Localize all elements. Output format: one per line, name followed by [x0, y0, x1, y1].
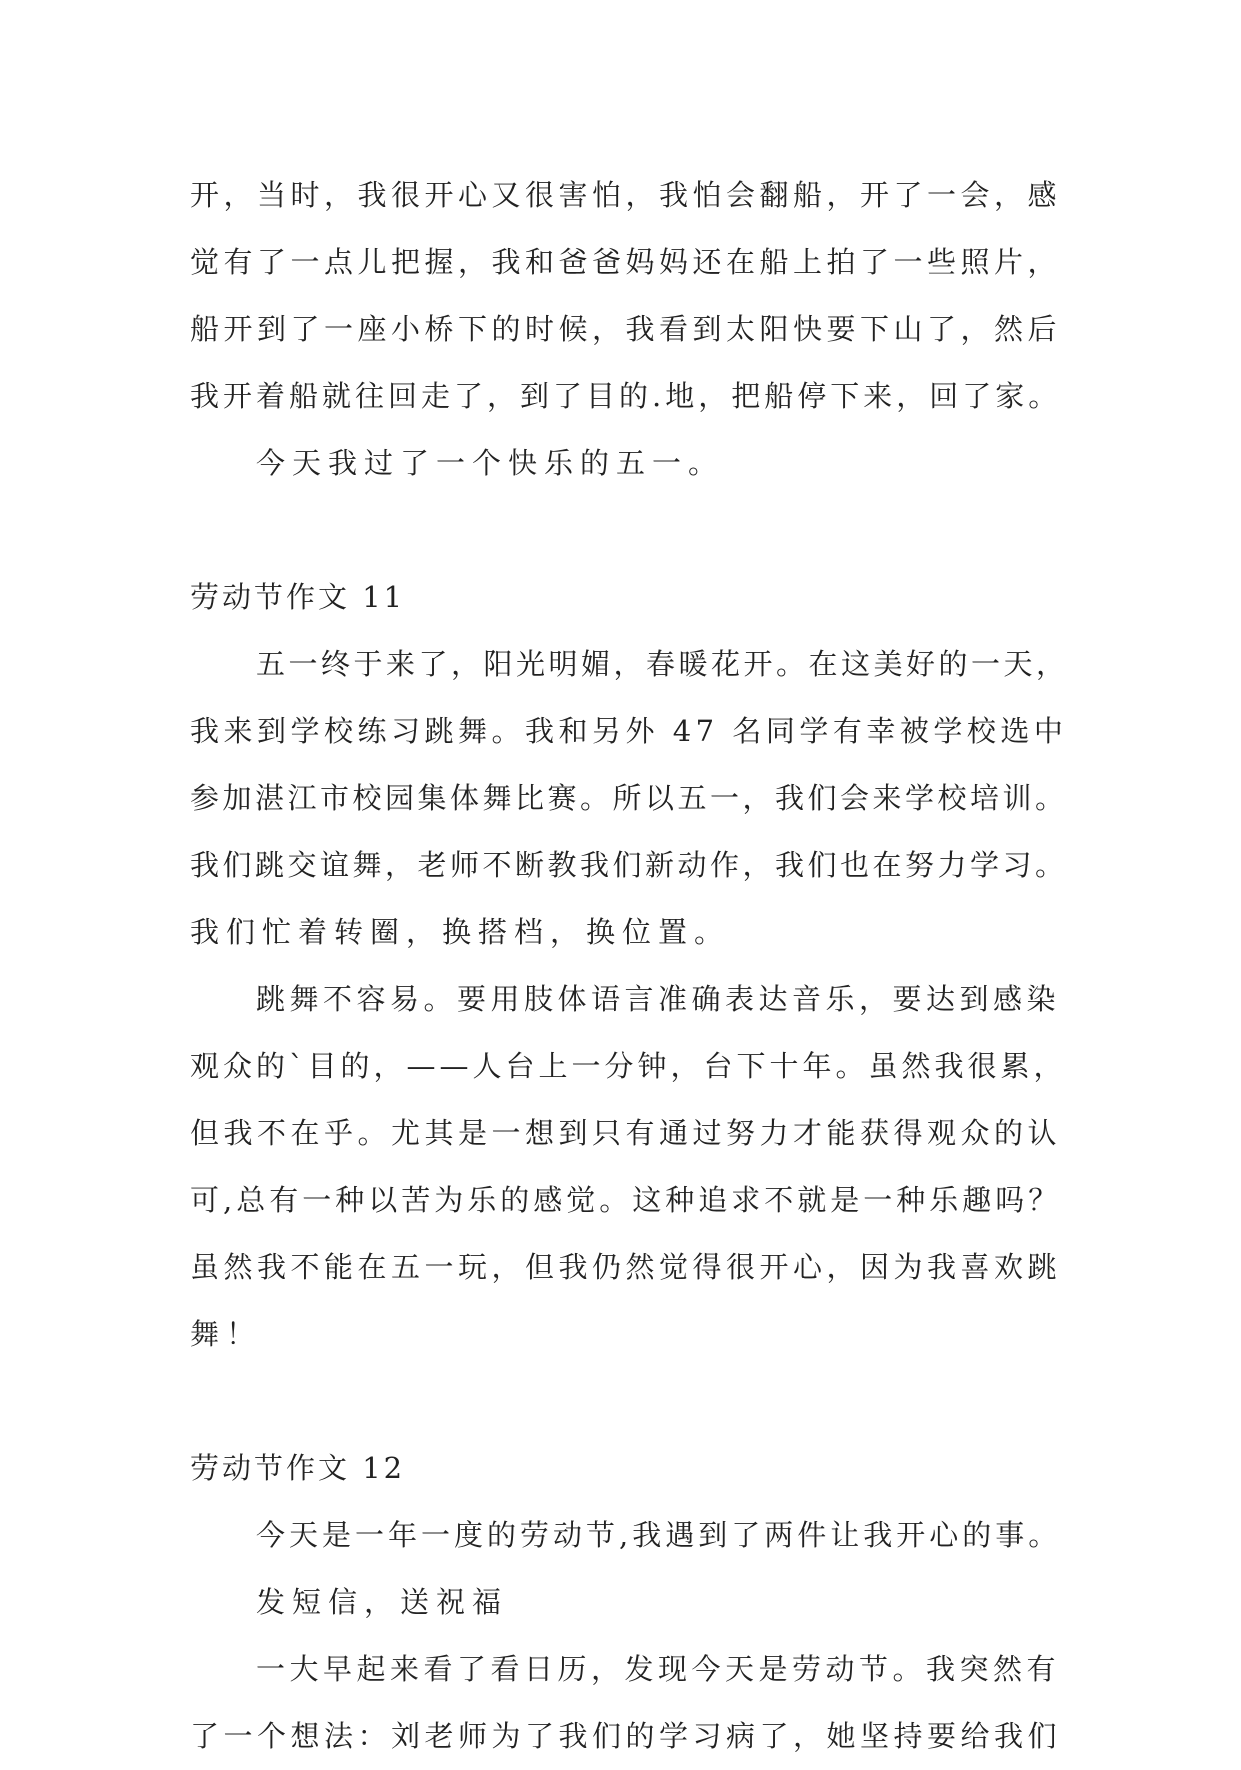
text-line: 五一终于来了，阳光明媚，春暖花开。在这美好的一天，: [256, 647, 1069, 681]
text-line: 我们忙着转圈，换搭档，换位置。: [190, 915, 731, 949]
text-line: 但我不在乎。尤其是一想到只有通过努力才能获得观众的认: [190, 1116, 1062, 1150]
text-line: 舞！: [190, 1317, 263, 1351]
text-line: 今天是一年一度的劳动节,我遇到了两件让我开心的事。: [256, 1518, 1062, 1552]
section-heading-12: 劳动节作文 12: [190, 1451, 406, 1485]
text-line: 可,总有一种以苦为乐的感觉。这种追求不就是一种乐趣吗？: [190, 1183, 1062, 1217]
text-line: 跳舞不容易。要用肢体语言准确表达音乐，要达到感染: [256, 982, 1061, 1016]
document-body: [190, 162, 1070, 1770]
text-line: 观众的`目的，——人台上一分钟，台下十年。虽然我很累，: [190, 1049, 1067, 1083]
text-line: 我们跳交谊舞，老师不断教我们新动作，我们也在努力学习。: [190, 848, 1068, 882]
text-line: 发短信，送祝福: [256, 1585, 509, 1619]
paragraph-gap: [190, 497, 1070, 564]
text-line: 了一个想法：刘老师为了我们的学习病了，她坚持要给我们: [190, 1719, 1062, 1753]
section-heading-11: 劳动节作文 11: [190, 580, 406, 614]
text-line: 今天我过了一个快乐的五一。: [256, 446, 725, 480]
text-line: 觉有了一点儿把握，我和爸爸妈妈还在船上拍了一些照片，: [190, 245, 1062, 279]
text-line: 虽然我不能在五一玩，但我仍然觉得很开心，因为我喜欢跳: [190, 1250, 1062, 1284]
text-line: 我开着船就往回走了，到了目的.地，把船停下来，回了家。: [190, 379, 1062, 413]
text-line: 参加湛江市校园集体舞比赛。所以五一，我们会来学校培训。: [190, 781, 1068, 815]
text-line: 一大早起来看了看日历，发现今天是劳动节。我突然有: [256, 1652, 1061, 1686]
paragraph-gap: [190, 1368, 1070, 1435]
text-line: 开，当时，我很开心又很害怕，我怕会翻船，开了一会，感: [190, 178, 1062, 212]
text-line: 船开到了一座小桥下的时候，我看到太阳快要下山了，然后: [190, 312, 1062, 346]
text-line: 我来到学校练习跳舞。我和另外 47 名同学有幸被学校选中: [190, 714, 1068, 748]
